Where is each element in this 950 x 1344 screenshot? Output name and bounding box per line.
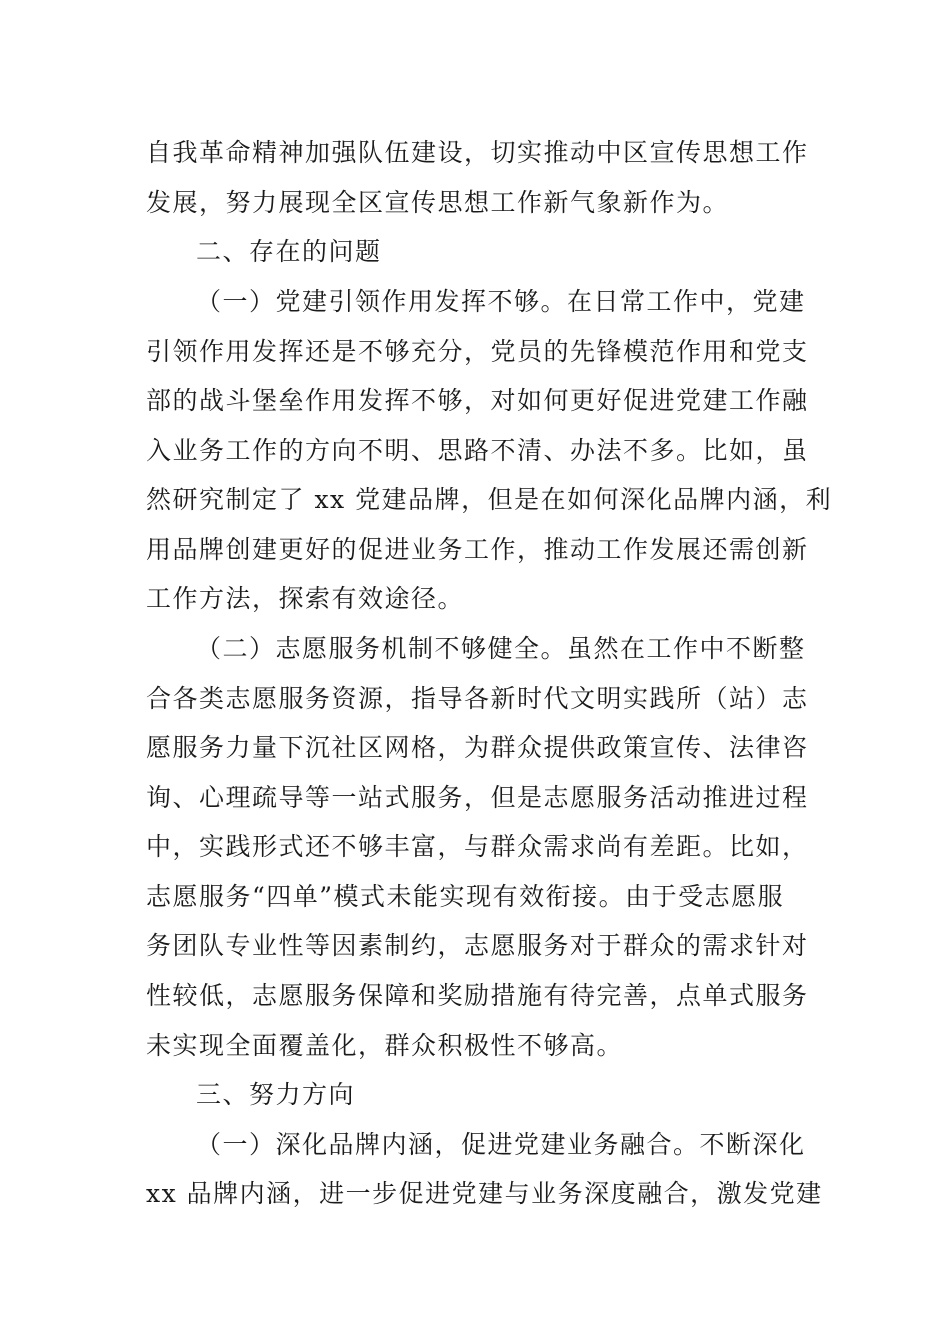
body-text-line: 然研究制定了 xx 党建品牌，但是在如何深化品牌内涵，利	[146, 485, 833, 514]
body-text-line: 部的战斗堡垒作用发挥不够，对如何更好促进党建工作融	[146, 386, 809, 415]
section-heading: 二、存在的问题	[196, 237, 382, 266]
body-text-line: 用品牌创建更好的促进业务工作，推动工作发展还需创新	[146, 535, 809, 564]
body-text-line: 引领作用发挥还是不够充分，党员的先锋模范作用和党支	[146, 337, 809, 366]
body-text-line: （一）党建引领作用发挥不够。在日常工作中，党建	[196, 287, 806, 316]
body-text-line: 工作方法，探索有效途径。	[146, 584, 465, 613]
body-text-line: （一）深化品牌内涵，促进党建业务融合。不断深化	[196, 1130, 806, 1159]
body-text-line: 未实现全面覆盖化，群众积极性不够高。	[146, 1031, 624, 1060]
body-text-line: 志愿服务“四单”模式未能实现有效衔接。由于受志愿服	[146, 882, 785, 911]
body-text-line: （二）志愿服务机制不够健全。虽然在工作中不断整	[196, 634, 806, 663]
body-text-line: 性较低，志愿服务保障和奖励措施有待完善，点单式服务	[146, 981, 809, 1010]
body-text-line: 合各类志愿服务资源，指导各新时代文明实践所（站）志	[146, 684, 809, 713]
body-text-line: xx 品牌内涵，进一步促进党建与业务深度融合，激发党建	[146, 1179, 823, 1208]
section-heading: 三、努力方向	[196, 1080, 356, 1109]
body-text-line: 自我革命精神加强队伍建设，切实推动中区宣传思想工作	[146, 138, 809, 167]
body-text-line: 入业务工作的方向不明、思路不清、办法不多。比如，虽	[146, 436, 809, 465]
body-text-line: 愿服务力量下沉社区网格，为群众提供政策宣传、法律咨	[146, 733, 809, 762]
body-text-line: 发展，努力展现全区宣传思想工作新气象新作为。	[146, 188, 730, 217]
body-text-line: 询、心理疏导等一站式服务，但是志愿服务活动推进过程	[146, 783, 809, 812]
body-text-line: 中，实践形式还不够丰富，与群众需求尚有差距。比如，	[146, 832, 809, 861]
body-text-line: 务团队专业性等因素制约，志愿服务对于群众的需求针对	[146, 931, 809, 960]
